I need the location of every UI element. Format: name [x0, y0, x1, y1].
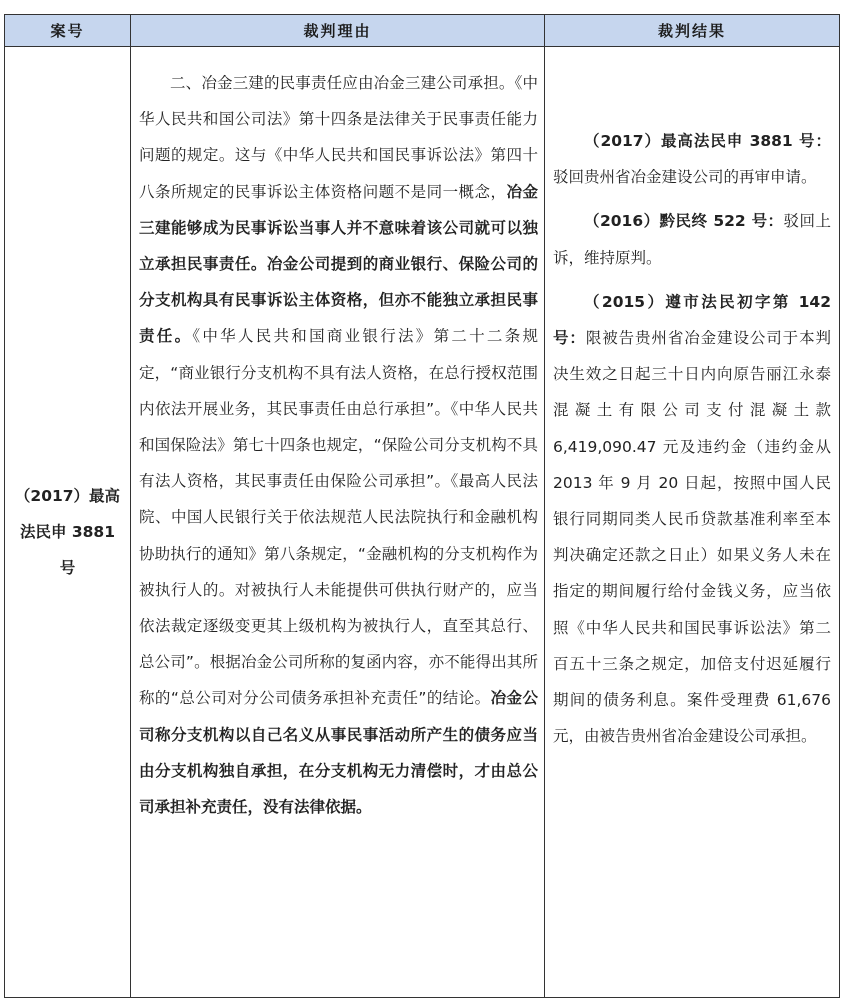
judgment-table: [4, 14, 840, 998]
result-text: 驳回上诉，维持原判。: [553, 212, 831, 267]
result-text: 驳回贵州省冶金建设公司的再审申请。: [553, 168, 817, 187]
result-cell: [545, 47, 839, 997]
result-case-ref: （2015）遵市法民初字第 142 号：: [553, 292, 831, 348]
header-result: 裁判结果: [545, 15, 839, 47]
result-case-ref: （2017）最高法民申 3881 号：: [584, 132, 831, 150]
result-paragraph: [553, 123, 831, 195]
case-number-cell: [5, 47, 131, 997]
header-reason: 裁判理由: [131, 15, 545, 47]
reason-segment: 二、冶金三建的民事责任应由冶金三建公司承担。《中华人民共和国公司法》第十四条是法律关于民事责任能力问题的规定。这与《中华人民共和国民事诉讼法》第四十八条所规定的民事诉讼主体资格问题不是同一概念，: [139, 74, 538, 201]
header-case-no: 案号: [5, 15, 131, 47]
reason-segment-bold: 冶金三建能够成为民事诉讼当事人并不意味着该公司就可以独立承担民事责任。冶金公司提到的商业银行、保险公司的分支机构具有民事诉讼主体资格，但亦不能独立承担民事责任。: [139, 182, 538, 346]
result-paragraph: [553, 284, 831, 755]
result-text: 限被告贵州省冶金建设公司于本判决生效之日起三十日内向原告丽江永泰混凝土有限公司支付混凝土款 6,419,090.47 元及违约金（违约金从 2013 年 9 月 20 日起，按照中国人民银行同期同类人民币贷款基准利率至本判决确定还款之日止）如果义务人未在指定的期间履行给付金钱义务，应当依照《中华人民共和国民事诉讼法》第二百五十三条之规定，加倍支付迟延履行期间的债务利息。案件受理费 61,676 元，由被告贵州省冶金建设公司承担。: [553, 329, 831, 746]
case-number: （2017）最高法民申 3881 号: [14, 487, 121, 577]
reason-paragraph: [139, 65, 538, 825]
result-paragraph: [553, 203, 831, 275]
result-case-ref: （2016）黔民终 522 号：: [584, 212, 784, 231]
reason-segment: 《中华人民共和国商业银行法》第二十二条规定，“商业银行分支机构不具有法人资格，在总行授权范围内依法开展业务，其民事责任由总行承担”。《中华人民共和国保险法》第七十四条也规定，“保险公司分支机构不具有法人资格，其民事责任由保险公司承担”。《最高人民法院、中国人民银行关于依法规范人民法院执行和金融机构协助执行的通知》第八条规定，“金融机构的分支机构作为被执行人的。对被执行人未能提供可供执行财产的，应当依法裁定逐级变更其上级机构为被执行人，直至其总行、总公司”。根据冶金公司所称的复函内容，亦不能得出其所称的“总公司对分公司债务承担补充责任”的结论。: [139, 327, 538, 708]
reason-segment-bold: 冶金公司称分支机构以自己名义从事民事活动所产生的债务应当由分支机构独自承担，在分支机构无力清偿时，才由总公司承担补充责任，没有法律依据。: [139, 689, 538, 817]
reason-cell: [131, 47, 545, 997]
